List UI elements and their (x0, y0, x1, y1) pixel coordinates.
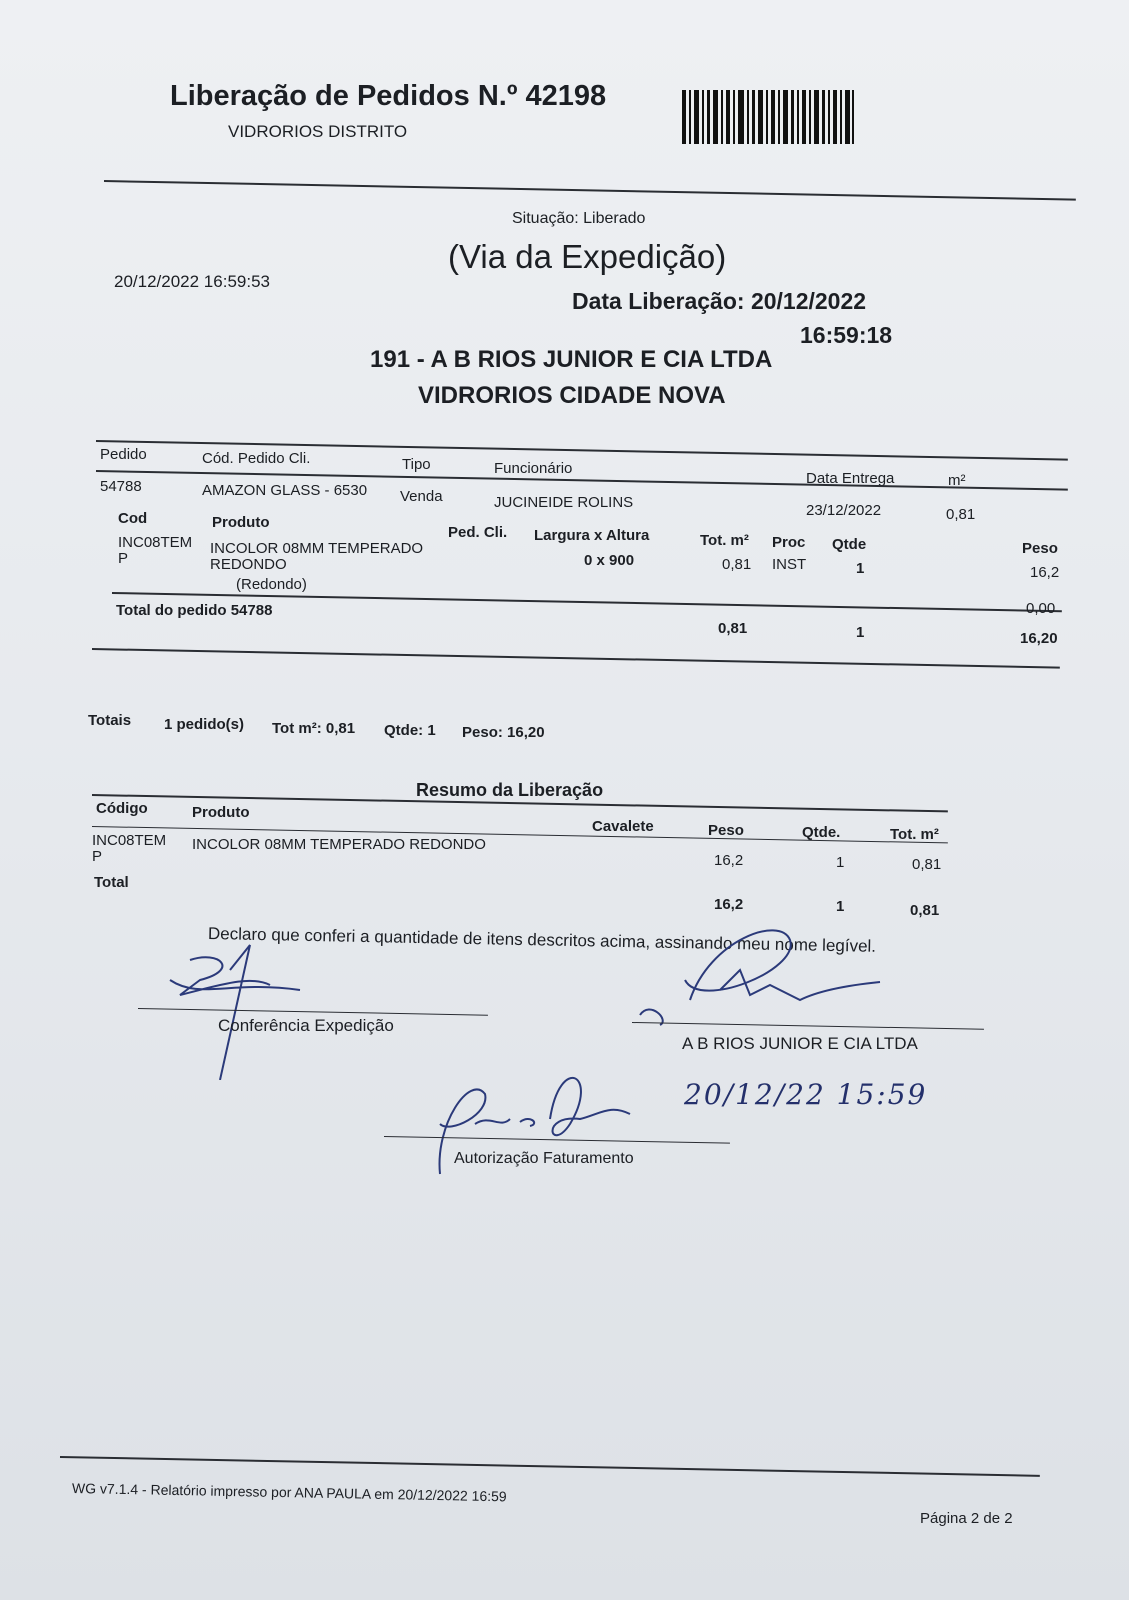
totals-label: Totais (88, 712, 132, 729)
resumo-produto: INCOLOR 08MM TEMPERADO REDONDO (192, 836, 486, 853)
data-liberacao: Data Liberação: 20/12/2022 (572, 288, 867, 314)
col-cod: Cod (118, 510, 148, 527)
col-m2: m² (948, 472, 966, 489)
document-title: Liberação de Pedidos N.º 42198 (170, 80, 607, 112)
resumo-col-codigo: Código (96, 800, 148, 817)
company-signature-label: A B RIOS JUNIOR E CIA LTDA (682, 1034, 918, 1053)
col-peso: Peso (1022, 540, 1058, 557)
item-qtde: 1 (856, 560, 865, 577)
resumo-col-tot-m2: Tot. m² (890, 826, 939, 843)
resumo-tot-m2: 0,81 (912, 856, 942, 873)
item-produto-2: REDONDO (210, 556, 287, 573)
item-produto-note: (Redondo) (236, 576, 307, 593)
data-entrega-value: 23/12/2022 (806, 502, 882, 519)
order-bottom-rule (92, 648, 1060, 669)
resumo-codigo-2: P (92, 848, 103, 865)
col-cod-pedido-cli: Cód. Pedido Cli. (202, 450, 311, 467)
resumo-col-qtde: Qtde. (802, 824, 841, 841)
totals-m2: Tot m²: 0,81 (272, 720, 356, 737)
item-cod-2: P (118, 550, 129, 567)
order-total-peso: 16,20 (1020, 630, 1058, 647)
resumo-total-peso: 16,2 (714, 896, 744, 913)
cod-pedido-cli-value: AMAZON GLASS - 6530 (202, 482, 368, 499)
resumo-codigo-1: INC08TEM (92, 832, 167, 849)
col-qtde: Qtde (832, 536, 867, 553)
item-tot-m2: 0,81 (722, 556, 752, 573)
item-dims: 0 x 900 (584, 552, 635, 569)
pedido-value: 54788 (100, 478, 142, 495)
item-cod-1: INC08TEM (118, 534, 193, 551)
printed-timestamp: 20/12/2022 16:59:53 (114, 272, 270, 291)
resumo-peso: 16,2 (714, 852, 744, 869)
page-number: Página 2 de 2 (920, 1510, 1013, 1527)
autorizacao-label: Autorização Faturamento (454, 1150, 634, 1167)
item-proc: INST (772, 556, 807, 573)
totals-peso: Peso: 16,20 (462, 724, 545, 741)
order-total-m2: 0,81 (718, 620, 748, 637)
declaration-text: Declaro que conferi a quantidade de itens descritos acima, assinando meu nome legível. (207, 924, 877, 956)
resumo-total-qtde: 1 (836, 898, 845, 915)
resumo-total-tot-m2: 0,81 (910, 902, 940, 919)
col-tipo: Tipo (402, 456, 431, 473)
col-funcionario: Funcionário (494, 460, 573, 477)
customer-store: VIDRORIOS CIDADE NOVA (418, 382, 726, 409)
col-largura-altura: Largura x Altura (534, 527, 650, 544)
col-pedido: Pedido (100, 446, 147, 463)
col-tot-m2: Tot. m² (700, 532, 749, 549)
item-peso: 16,2 (1030, 564, 1060, 581)
item-produto-1: INCOLOR 08MM TEMPERADO (210, 540, 424, 557)
col-data-entrega: Data Entrega (806, 470, 895, 487)
resumo-qtde: 1 (836, 854, 845, 871)
m2-value: 0,81 (946, 506, 976, 523)
col-proc: Proc (772, 534, 806, 551)
signature-company (630, 920, 890, 1030)
order-total-qtde: 1 (856, 624, 865, 641)
order-total-label: Total do pedido 54788 (116, 602, 273, 619)
data-liberacao-time: 16:59:18 (800, 322, 893, 348)
divider (104, 180, 1076, 201)
company-name: VIDRORIOS DISTRITO (228, 122, 408, 141)
resumo-total-label: Total (94, 874, 129, 891)
via-title: (Via da Expedição) (448, 238, 727, 275)
situacao: Situação: Liberado (512, 210, 646, 227)
totals-qtde: Qtde: 1 (384, 722, 436, 739)
resumo-col-peso: Peso (708, 822, 744, 839)
footer-printed-by: WG v7.1.4 - Relatório impresso por ANA PAULA em 20/12/2022 16:59 (71, 1480, 507, 1505)
barcode (682, 90, 854, 144)
totals-pedidos: 1 pedido(s) (164, 716, 245, 733)
col-produto: Produto (212, 514, 270, 531)
conferencia-label: Conferência Expedição (218, 1016, 394, 1035)
resumo-col-cavalete: Cavalete (592, 818, 654, 835)
order-total-extra: 0,00 (1026, 600, 1056, 617)
footer-rule (60, 1456, 1040, 1477)
handwritten-date: 20/12/22 15:59 (684, 1078, 928, 1111)
resumo-col-produto: Produto (192, 804, 250, 821)
col-ped-cli: Ped. Cli. (448, 524, 508, 541)
customer-name: 191 - A B RIOS JUNIOR E CIA LTDA (370, 346, 773, 373)
funcionario-value: JUCINEIDE ROLINS (494, 494, 634, 511)
tipo-value: Venda (400, 488, 443, 505)
resumo-title: Resumo da Liberação (416, 780, 604, 800)
